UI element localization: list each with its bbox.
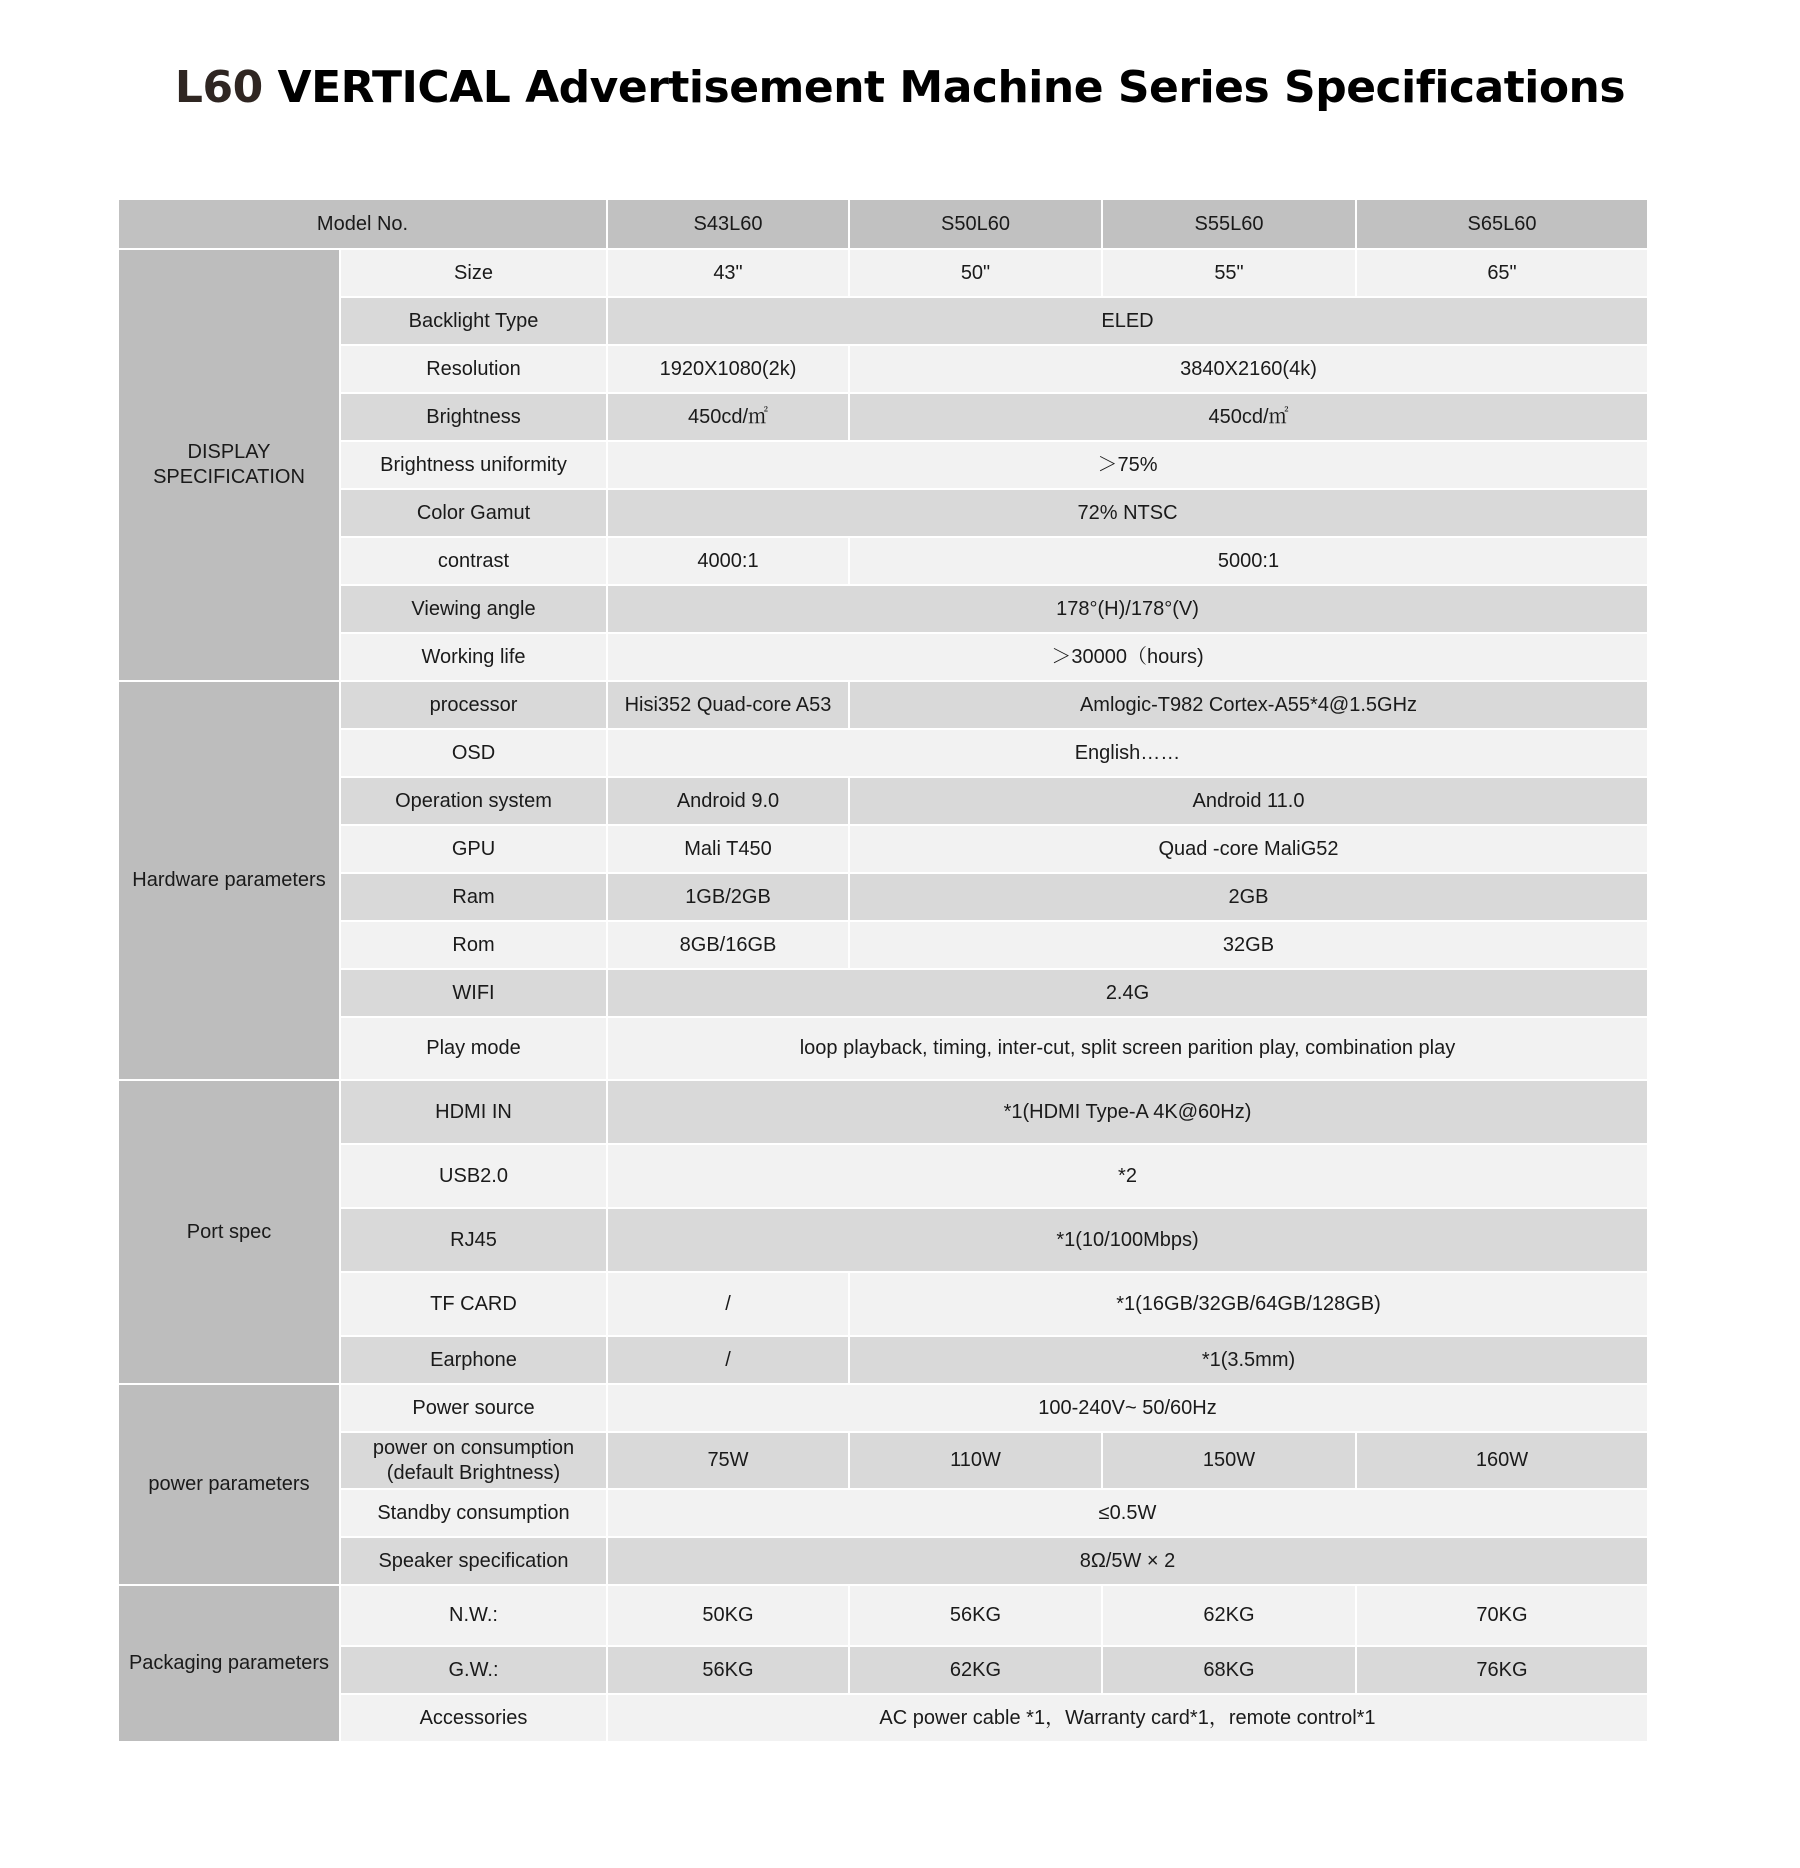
- row-label: G.W.:: [340, 1646, 607, 1694]
- spec-row: [118, 1537, 1648, 1585]
- row-value: Quad -core MaliG52: [849, 825, 1648, 873]
- group-label-hardware: Hardware parameters: [118, 681, 340, 1080]
- spec-row: [118, 393, 1648, 441]
- row-value: 62KG: [1102, 1585, 1356, 1646]
- row-value: 100-240V~ 50/60Hz: [607, 1384, 1648, 1432]
- row-value: 2GB: [849, 873, 1648, 921]
- row-value: 1GB/2GB: [607, 873, 849, 921]
- row-label: contrast: [340, 537, 607, 585]
- row-value: 160W: [1356, 1432, 1648, 1489]
- row-label: Speaker specification: [340, 1537, 607, 1585]
- row-value: /: [607, 1336, 849, 1384]
- row-value: loop playback, timing, inter-cut, split screen parition play, combination play: [607, 1017, 1648, 1080]
- row-label: Operation system: [340, 777, 607, 825]
- row-value: 2.4G: [607, 969, 1648, 1017]
- row-label: Earphone: [340, 1336, 607, 1384]
- title-text: VERTICAL Advertisement Machine Series Specifications: [277, 62, 1626, 113]
- row-label: Brightness uniformity: [340, 441, 607, 489]
- spec-row: [118, 1336, 1648, 1384]
- spec-table: [117, 198, 1649, 1743]
- row-value: ELED: [607, 297, 1648, 345]
- row-label: processor: [340, 681, 607, 729]
- spec-row: [118, 1080, 1648, 1144]
- row-value: 72% NTSC: [607, 489, 1648, 537]
- row-value: 76KG: [1356, 1646, 1648, 1694]
- row-label: HDMI IN: [340, 1080, 607, 1144]
- row-value: Amlogic-T982 Cortex-A55*4@1.5GHz: [849, 681, 1648, 729]
- row-label: N.W.:: [340, 1585, 607, 1646]
- model-col: S55L60: [1102, 199, 1356, 249]
- row-label: Play mode: [340, 1017, 607, 1080]
- group-label-display: DISPLAY SPECIFICATION: [118, 249, 340, 681]
- spec-row: [118, 633, 1648, 681]
- row-label: Brightness: [340, 393, 607, 441]
- row-label: Ram: [340, 873, 607, 921]
- row-value: 32GB: [849, 921, 1648, 969]
- row-value: 110W: [849, 1432, 1102, 1489]
- row-value: 55": [1102, 249, 1356, 297]
- spec-row: [118, 1384, 1648, 1432]
- spec-row: [118, 777, 1648, 825]
- spec-row: [118, 585, 1648, 633]
- row-label: OSD: [340, 729, 607, 777]
- spec-row: [118, 1017, 1648, 1080]
- row-value: 5000:1: [849, 537, 1648, 585]
- row-label: WIFI: [340, 969, 607, 1017]
- spec-row: [118, 441, 1648, 489]
- row-value: ≤0.5W: [607, 1489, 1648, 1537]
- spec-row: [118, 345, 1648, 393]
- row-value: 68KG: [1102, 1646, 1356, 1694]
- group-label-power: power parameters: [118, 1384, 340, 1585]
- row-value: AC power cable *1，Warranty card*1，remote control*1: [607, 1694, 1648, 1742]
- row-value: 75W: [607, 1432, 849, 1489]
- row-value: 8Ω/5W × 2: [607, 1537, 1648, 1585]
- row-label: Resolution: [340, 345, 607, 393]
- row-value: 450cd/㎡: [849, 393, 1648, 441]
- row-value: 3840X2160(4k): [849, 345, 1648, 393]
- spec-row: [118, 1489, 1648, 1537]
- row-value: Mali T450: [607, 825, 849, 873]
- row-value: 70KG: [1356, 1585, 1648, 1646]
- row-value: 62KG: [849, 1646, 1102, 1694]
- row-label: Rom: [340, 921, 607, 969]
- row-value: 56KG: [607, 1646, 849, 1694]
- title-model: L60: [174, 62, 263, 113]
- row-value: *1(HDMI Type-A 4K@60Hz): [607, 1080, 1648, 1144]
- spec-row: [118, 921, 1648, 969]
- row-value: Hisi352 Quad-core A53: [607, 681, 849, 729]
- row-value: 178°(H)/178°(V): [607, 585, 1648, 633]
- row-value: English……: [607, 729, 1648, 777]
- spec-row: [118, 681, 1648, 729]
- spec-row: [118, 1432, 1648, 1489]
- model-col: S43L60: [607, 199, 849, 249]
- spec-row: [118, 489, 1648, 537]
- row-value: 8GB/16GB: [607, 921, 849, 969]
- row-value: Android 11.0: [849, 777, 1648, 825]
- spec-row: [118, 537, 1648, 585]
- group-label-port: Port spec: [118, 1080, 340, 1384]
- row-value: *2: [607, 1144, 1648, 1208]
- row-value: 50KG: [607, 1585, 849, 1646]
- row-label: Color Gamut: [340, 489, 607, 537]
- row-label: Accessories: [340, 1694, 607, 1742]
- spec-row: [118, 1144, 1648, 1208]
- row-label: Size: [340, 249, 607, 297]
- row-value: 4000:1: [607, 537, 849, 585]
- row-value: 450cd/㎡: [607, 393, 849, 441]
- model-no-label: Model No.: [118, 199, 607, 249]
- spec-row: [118, 873, 1648, 921]
- row-label: RJ45: [340, 1208, 607, 1272]
- row-label: power on consumption (default Brightness): [340, 1432, 607, 1489]
- spec-row: [118, 825, 1648, 873]
- row-label: Standby consumption: [340, 1489, 607, 1537]
- row-value: *1(16GB/32GB/64GB/128GB): [849, 1272, 1648, 1336]
- row-value: ＞75%: [607, 441, 1648, 489]
- row-value: 43": [607, 249, 849, 297]
- row-value: 56KG: [849, 1585, 1102, 1646]
- row-value: 1920X1080(2k): [607, 345, 849, 393]
- row-value: Android 9.0: [607, 777, 849, 825]
- spec-row: [118, 297, 1648, 345]
- row-label: USB2.0: [340, 1144, 607, 1208]
- row-value: *1(3.5mm): [849, 1336, 1648, 1384]
- row-value: ＞30000（hours): [607, 633, 1648, 681]
- spec-row: [118, 969, 1648, 1017]
- spec-row: [118, 1272, 1648, 1336]
- spec-row: [118, 249, 1648, 297]
- row-label: Viewing angle: [340, 585, 607, 633]
- row-value: 150W: [1102, 1432, 1356, 1489]
- row-label: Backlight Type: [340, 297, 607, 345]
- row-value: 50": [849, 249, 1102, 297]
- row-value: 65": [1356, 249, 1648, 297]
- spec-row: [118, 1694, 1648, 1742]
- model-col: S65L60: [1356, 199, 1648, 249]
- spec-row: [118, 1646, 1648, 1694]
- row-label: Power source: [340, 1384, 607, 1432]
- group-label-packaging: Packaging parameters: [118, 1585, 340, 1742]
- spec-row: [118, 1208, 1648, 1272]
- row-label: Working life: [340, 633, 607, 681]
- page-title: [0, 62, 1800, 113]
- spec-row: [118, 1585, 1648, 1646]
- row-value: *1(10/100Mbps): [607, 1208, 1648, 1272]
- row-label: GPU: [340, 825, 607, 873]
- header-row: [118, 199, 1648, 249]
- row-value: /: [607, 1272, 849, 1336]
- spec-row: [118, 729, 1648, 777]
- model-col: S50L60: [849, 199, 1102, 249]
- row-label: TF CARD: [340, 1272, 607, 1336]
